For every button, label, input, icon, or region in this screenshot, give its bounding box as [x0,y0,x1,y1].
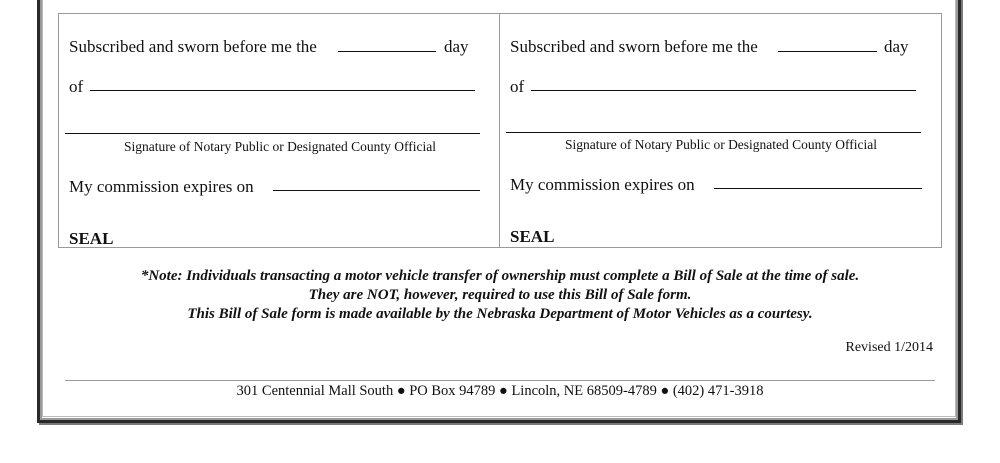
commission-expires-field[interactable] [273,190,480,191]
month-year-field[interactable] [90,90,475,91]
footer-divider [65,380,935,381]
signature-caption: Signature of Notary Public or Designated County Official [564,137,878,152]
footer-address: 301 Centennial Mall South ● PO Box 94789 ● Lincoln, NE 68509-4789 ● (402) 471-3918 [236,383,764,399]
note-line-3: This Bill of Sale form is made available by the Nebraska Department of Motor Vehicles as a courtesy. [187,306,813,322]
notary-block-left [58,13,499,248]
day-field[interactable] [338,51,436,52]
of-label: of [510,77,525,96]
notary-block-right [500,13,941,248]
signature-caption: Signature of Notary Public or Designated County Official [123,139,437,154]
commission-label: My commission expires on [69,177,254,196]
month-year-field[interactable] [531,90,916,91]
seal-label: SEAL [510,227,555,246]
of-label: of [69,77,84,96]
subscribed-label: Subscribed and sworn before me the [510,37,758,56]
day-label: day [444,37,469,56]
revised-date: Revised 1/2014 [845,340,933,355]
subscribed-label: Subscribed and sworn before me the [69,37,317,56]
day-field[interactable] [778,51,877,52]
day-label: day [884,37,909,56]
commission-label: My commission expires on [510,175,695,194]
seal-label: SEAL [69,229,114,248]
notary-signature-field[interactable] [506,132,921,133]
note-line-2: They are NOT, however, required to use this Bill of Sale form. [308,287,692,303]
commission-expires-field[interactable] [714,188,922,189]
notary-signature-field[interactable] [65,133,480,134]
note-line-1: *Note: Individuals transacting a motor vehicle transfer of ownership must complete a Bill of Sale at the time of sale. [140,268,860,284]
